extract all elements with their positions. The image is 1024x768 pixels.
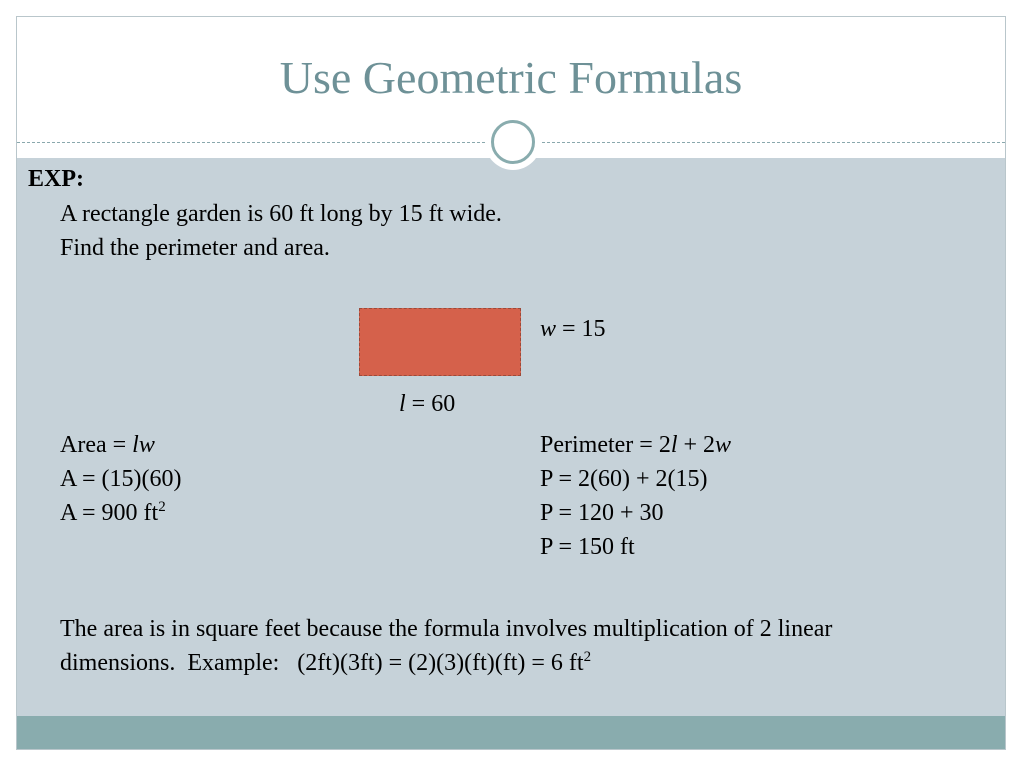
perimeter-step-2: P = 120 + 30 [540,500,664,526]
area-result [60,496,166,530]
area-result-text: A = 900 ft [60,500,159,526]
area-formula [60,428,155,462]
perimeter-formula-l: l [670,432,678,458]
exp-heading: EXP: [28,166,84,192]
explanation-exponent: 2 [583,649,592,665]
problem-line-1: A rectangle garden is 60 ft long by 15 ft wide. [60,201,502,227]
width-value: = 15 [556,316,606,342]
perimeter-formula-b: + 2 [677,432,716,458]
perimeter-formula-a: Perimeter = 2 [540,432,671,458]
perimeter-formula-w: w [715,432,732,458]
length-value: = 60 [405,391,456,417]
length-variable: l [399,391,406,417]
area-step-1: A = (15)(60) [60,466,182,492]
footer-band [17,716,1005,750]
circle-ring [491,120,535,164]
problem-line-2: Find the perimeter and area. [60,235,330,261]
explanation-line-1: The area is in square feet because the formula involves multiplication of 2 linear [60,616,833,642]
area-result-exponent: 2 [158,499,166,515]
width-variable: w [540,316,557,342]
slide [16,16,1006,750]
explanation-line-2-text: dimensions. Example: (2ft)(3ft) = (2)(3)(ft)(ft) = 6 ft [60,650,584,676]
area-formula-vars: lw [132,432,155,458]
length-label [399,387,455,421]
width-label [540,312,606,346]
perimeter-formula [540,428,731,462]
garden-rectangle [359,308,521,376]
explanation-paragraph [60,612,990,680]
perimeter-result: P = 150 ft [540,534,635,560]
divider-circle-icon [485,114,541,170]
slide-title: Use Geometric Formulas [279,52,743,103]
perimeter-step-1: P = 2(60) + 2(15) [540,466,708,492]
area-formula-prefix: Area = [60,432,133,458]
explanation-line-2 [60,646,990,680]
